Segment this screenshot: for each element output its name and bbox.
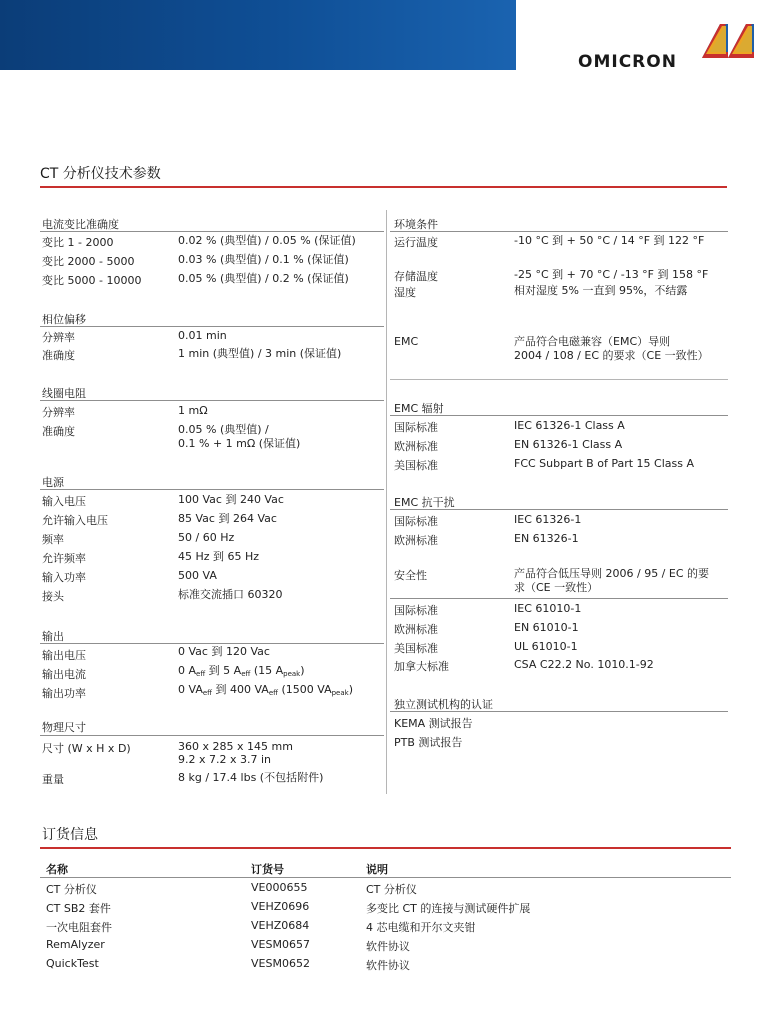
spec-value: IEC 61010-1 <box>514 602 582 615</box>
ordering-title: 订货信息 <box>42 827 98 843</box>
spec-label: 国际标准 <box>394 515 438 528</box>
spec-value: 0.1 % + 1 mΩ (保证值) <box>178 437 301 450</box>
title-divider <box>40 186 727 188</box>
spec-label: 接头 <box>42 590 64 603</box>
divider <box>40 489 384 490</box>
spec-value: 0.05 % (典型值) / 0.2 % (保证值) <box>178 272 349 285</box>
spec-value: 9.2 x 7.2 x 3.7 in <box>178 753 272 766</box>
order-name: RemAlyzer <box>46 938 105 951</box>
spec-value: 产品符合低压导则 2006 / 95 / EC 的要 <box>514 567 710 580</box>
spec-label: 允许频率 <box>42 552 86 565</box>
spec-label: 变比 5000 - 10000 <box>42 274 142 287</box>
spec-value: -10 °C 到 + 50 °C / 14 °F 到 122 °F <box>514 234 705 247</box>
spec-label: 欧洲标准 <box>394 534 438 547</box>
spec-value: 85 Vac 到 264 Vac <box>178 512 277 525</box>
divider <box>390 711 728 712</box>
divider <box>390 509 728 510</box>
spec-label: 安全性 <box>394 569 427 582</box>
spec-label: 分辨率 <box>42 331 75 344</box>
spec-label: 变比 1 - 2000 <box>42 236 114 249</box>
spec-value: 0 $A_{eff}$ 到 5 $A_{eff}$ (15 $A_{peak}$) <box>178 664 305 678</box>
spec-value: 求（CE 一致性） <box>514 581 599 594</box>
phase-displacement-title: 相位偏移 <box>42 313 86 326</box>
spec-label: 输出电流 <box>42 668 86 681</box>
ratio-accuracy-title: 电流变比准确度 <box>42 218 119 231</box>
spec-label: 欧洲标准 <box>394 623 438 636</box>
winding-resistance-title: 线圈电阻 <box>42 387 86 400</box>
divider <box>40 400 384 401</box>
spec-label: 输入电压 <box>42 495 86 508</box>
order-header-description: 说明 <box>366 863 388 876</box>
spec-label: 输入功率 <box>42 571 86 584</box>
spec-label: 变比 2000 - 5000 <box>42 255 135 268</box>
order-name: CT 分析仪 <box>46 883 97 896</box>
spec-value: CSA C22.2 No. 1010.1-92 <box>514 658 654 671</box>
divider <box>40 643 384 644</box>
spec-value: 360 x 285 x 145 mm <box>178 740 293 753</box>
spec-value: 相对湿度 5% 一直到 95%，不结露 <box>514 284 688 297</box>
order-number: VESM0652 <box>251 957 310 970</box>
divider <box>390 415 728 416</box>
order-number: VEHZ0696 <box>251 900 310 913</box>
order-number: VEHZ0684 <box>251 919 310 932</box>
spec-value: 45 Hz 到 65 Hz <box>178 550 260 563</box>
spec-value: IEC 61326-1 <box>514 513 582 526</box>
order-description: 软件协议 <box>366 940 410 953</box>
omicron-logo-icon <box>698 22 756 60</box>
order-name: QuickTest <box>46 957 99 970</box>
spec-label: 美国标准 <box>394 459 438 472</box>
spec-value: EN 61010-1 <box>514 621 579 634</box>
spec-value: 50 / 60 Hz <box>178 531 235 544</box>
ordering-divider <box>40 847 731 849</box>
spec-label: 输出电压 <box>42 649 86 662</box>
spec-label: 加拿大标准 <box>394 660 449 673</box>
brand-logo-text: OMICRON <box>578 52 677 72</box>
page-title: CT 分析仪技术参数 <box>40 166 161 182</box>
spec-value: EN 61326-1 Class A <box>514 438 623 451</box>
spec-label: 输出功率 <box>42 687 86 700</box>
spec-value: 1 mΩ <box>178 404 208 417</box>
cert-item: PTB 测试报告 <box>394 736 463 749</box>
spec-label: 准确度 <box>42 349 75 362</box>
spec-label: 美国标准 <box>394 642 438 655</box>
order-header-number: 订货号 <box>251 863 284 876</box>
order-description: 软件协议 <box>366 959 410 972</box>
spec-value: 2004 / 108 / EC 的要求（CE 一致性） <box>514 349 709 362</box>
order-name: CT SB2 套件 <box>46 902 111 915</box>
divider <box>390 598 728 599</box>
spec-label: EMC <box>394 335 419 348</box>
emc-emission-title: EMC 辐射 <box>394 402 444 415</box>
spec-value: 0.05 % (典型值) / <box>178 423 269 436</box>
spec-value: 1 min (典型值) / 3 min (保证值) <box>178 347 342 360</box>
spec-label: 重量 <box>42 773 64 786</box>
header-banner <box>0 0 516 70</box>
spec-label: 尺寸 (W x H x D) <box>42 742 131 755</box>
order-description: 多变比 CT 的连接与测试硬件扩展 <box>366 902 531 915</box>
spec-label: 国际标准 <box>394 421 438 434</box>
spec-value: 0.03 % (典型值) / 0.1 % (保证值) <box>178 253 349 266</box>
output-title: 输出 <box>42 630 64 643</box>
spec-value: EN 61326-1 <box>514 532 579 545</box>
spec-label: 湿度 <box>394 286 416 299</box>
order-number: VESM0657 <box>251 938 310 951</box>
spec-label: 频率 <box>42 533 64 546</box>
order-number: VE000655 <box>251 881 308 894</box>
order-name: 一次电阻套件 <box>46 921 112 934</box>
spec-label: 国际标准 <box>394 604 438 617</box>
divider <box>40 877 731 878</box>
spec-value: 0 Vac 到 120 Vac <box>178 645 270 658</box>
dimensions-title: 物理尺寸 <box>42 721 86 734</box>
spec-value: 0.02 % (典型值) / 0.05 % (保证值) <box>178 234 356 247</box>
spec-value: 标准交流插口 60320 <box>178 588 283 601</box>
spec-value: 产品符合电磁兼容（EMC）导则 <box>514 335 671 348</box>
spec-label: 存储温度 <box>394 270 438 283</box>
divider <box>390 379 728 380</box>
spec-value: 8 kg / 17.4 lbs (不包括附件) <box>178 771 324 784</box>
divider <box>390 231 728 232</box>
spec-value: 500 VA <box>178 569 217 582</box>
environment-title: 环境条件 <box>394 218 438 231</box>
spec-value: 0 $VA_{eff}$ 到 400 $VA_{eff}$ (1500 $VA_{peak}$) <box>178 683 353 697</box>
cert-item: KEMA 测试报告 <box>394 717 473 730</box>
power-supply-title: 电源 <box>42 476 64 489</box>
spec-value: UL 61010-1 <box>514 640 578 653</box>
spec-label: 准确度 <box>42 425 75 438</box>
order-description: CT 分析仪 <box>366 883 417 896</box>
emc-immunity-title: EMC 抗干扰 <box>394 496 455 509</box>
column-divider <box>386 210 387 794</box>
spec-value: FCC Subpart B of Part 15 Class A <box>514 457 694 470</box>
certification-title: 独立测试机构的认证 <box>394 698 493 711</box>
spec-label: 运行温度 <box>394 236 438 249</box>
spec-label: 欧洲标准 <box>394 440 438 453</box>
spec-value: 0.01 min <box>178 329 227 342</box>
spec-label: 允许输入电压 <box>42 514 108 527</box>
spec-label: 分辨率 <box>42 406 75 419</box>
divider <box>40 231 384 232</box>
spec-value: 100 Vac 到 240 Vac <box>178 493 284 506</box>
order-header-name: 名称 <box>46 863 68 876</box>
order-description: 4 芯电缆和开尔文夹钳 <box>366 921 476 934</box>
spec-value: -25 °C 到 + 70 °C / -13 °F 到 158 °F <box>514 268 709 281</box>
spec-value: IEC 61326-1 Class A <box>514 419 625 432</box>
divider <box>40 326 384 327</box>
divider <box>40 735 384 736</box>
